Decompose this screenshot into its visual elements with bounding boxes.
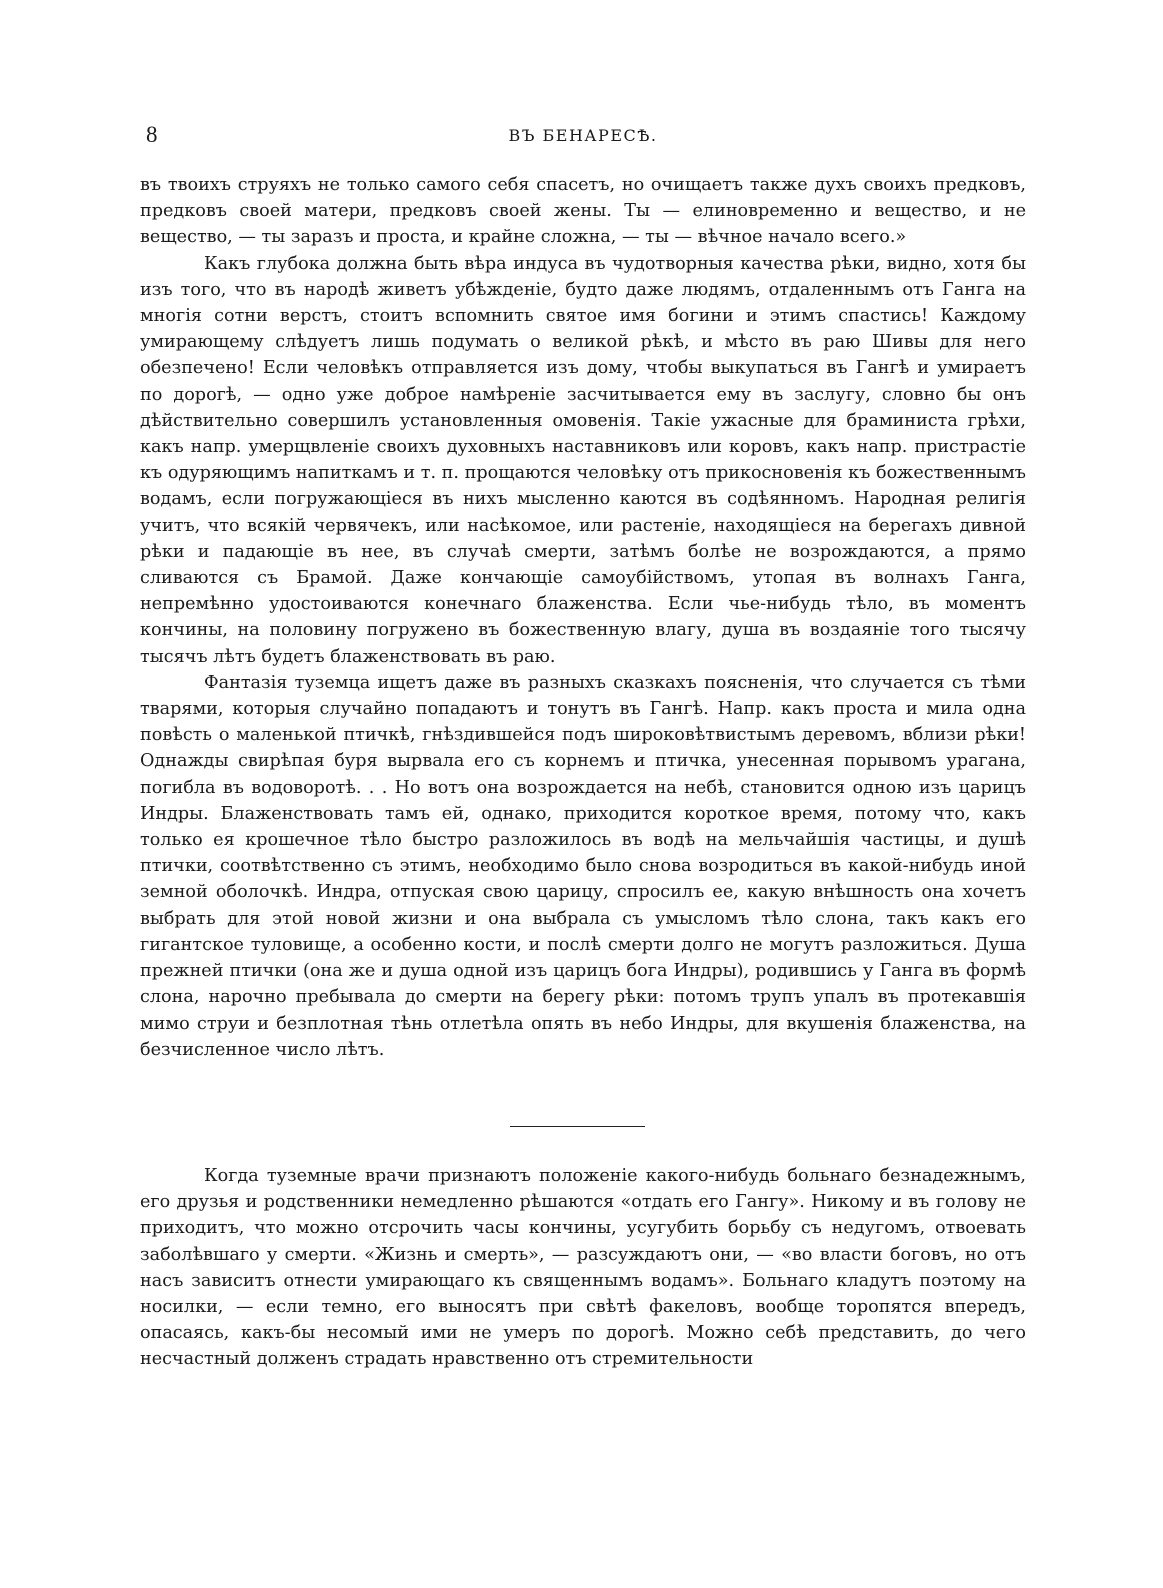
body-text-section-1 [140, 172, 1026, 1063]
running-head [140, 122, 1026, 152]
section-separator-rule [510, 1126, 645, 1127]
running-head-title: ВЪ БЕНАРЕСѢ. [508, 126, 658, 145]
page-number: 8 [146, 122, 158, 147]
paragraph-dying-to-ganges: Когда туземные врачи признаютъ положеніе какого-нибудь больнаго безнадежнымъ, его друзья и родственники немедленно рѣшаются «отдать его Гангу». Никому и въ голову не приходитъ, что можно отсрочить часы кончины, усугубить борьбу съ недугомъ, отвоевать заболѣвшаго у смерти. «Жизнь и смерть», — разсуждаютъ они, — «во власти боговъ, но отъ насъ зависитъ отнести умирающаго къ священнымъ водамъ». Больнаго кладутъ поэтому на носилки, — если темно, его выносятъ при свѣтѣ факеловъ, вообще торопятся впередъ, опасаясь, какъ-бы несомый ими не умеръ по дорогѣ. Можно себѣ представить, до чего несчастный долженъ страдать нравственно отъ стремительности [140, 1166, 1026, 1370]
paragraph-continued: въ твоихъ струяхъ не только самого себя спасетъ, но очищаетъ также духъ своихъ предковъ, предковъ своей матери, предковъ своей жены. Ты — елиновременно и вещество, и не вещество, — ты заразъ и проста, и крайне сложна, — ты — вѣчное начало всего.» [140, 175, 1026, 248]
paragraph-bird-tale: Фантазія туземца ищетъ даже въ разныхъ сказкахъ поясненія, что случается съ тѣми тварями, которыя случайно попадаютъ и тонутъ въ Гангѣ. Напр. какъ проста и мила одна повѣсть о маленькой птичкѣ, гнѣздившейся подъ широковѣтвистымъ деревомъ, вблизи рѣки! Однажды свирѣпая буря вырвала его съ корнемъ и птичка, унесенная порывомъ урагана, погибла въ водоворотѣ. . . Но вотъ она возрождается на небѣ, становится одною изъ царицъ Индры. Блаженствовать тамъ ей, однако, приходится короткое время, потому что, какъ только ея крошечное тѣло быстро разложилось въ водѣ на мельчайшія частицы, и душѣ птички, соотвѣтственно съ этимъ, необходимо было снова возродиться въ какой-нибудь иной земной оболочкѣ. Индра, отпуская свою царицу, спросилъ ее, какую внѣшность она хочетъ выбрать для этой новой жизни и она выбрала съ умысломъ тѣло слона, такъ какъ его гигантское туловище, а особенно кости, и послѣ смерти долго не могутъ разложиться. Душа прежней птички (она же и душа одной изъ царицъ бога Индры), родившись у Ганга въ формѣ слона, нарочно пребывала до смерти на берегу рѣки: потомъ трупъ упалъ въ протекавшія мимо струи и безплотная тѣнь отлетѣла опять въ небо Индры, для вкушенія блаженства, на безчисленное число лѣтъ. [140, 672, 1026, 1060]
paragraph-faith-in-ganges: Какъ глубока должна быть вѣра индуса въ чудотворныя качества рѣки, видно, хотя бы изъ того, что въ народѣ живетъ убѣжденіе, будто даже людямъ, отдаленнымъ отъ Ганга на многія сотни верстъ, стоитъ вспомнить святое имя богини и этимъ спастись! Каждому умирающему слѣдуетъ лишь подумать о великой рѣкѣ, и мѣсто въ раю Шивы для него обезпечено! Если человѣкъ отправляется изъ дому, чтобы выкупаться въ Гангѣ и умираетъ по дорогѣ, — одно уже доброе намѣреніе засчитывается ему въ заслугу, словно бы онъ дѣйствительно совершилъ установленныя омовенія. Такіе ужасные для браминиста грѣхи, какъ напр. умерщвленіе своихъ духовныхъ наставниковъ или коровъ, какъ напр. пристрастіе къ одуряющимъ напиткамъ и т. п. прощаются человѣку отъ прикосновенія къ божественнымъ водамъ, если погружающіеся въ нихъ мысленно каются въ содѣянномъ. Народная религія учитъ, что всякій червячекъ, или насѣкомое, или растеніе, находящіеся на берегахъ дивной рѣки и падающіе въ нее, въ случаѣ смерти, затѣмъ болѣе не возрождаются, а прямо сливаются съ Брамой. Даже кончающіе самоубійствомъ, утопая въ волнахъ Ганга, непремѣнно удостоиваются конечнаго блаженства. Если чье-нибудь тѣло, въ моментъ кончины, на половину погружено въ божественную влагу, душа въ воздаяніе того тысячу тысячъ лѣтъ будетъ блаженствовать въ раю. [140, 253, 1026, 667]
body-text-section-2 [140, 1163, 1026, 1373]
